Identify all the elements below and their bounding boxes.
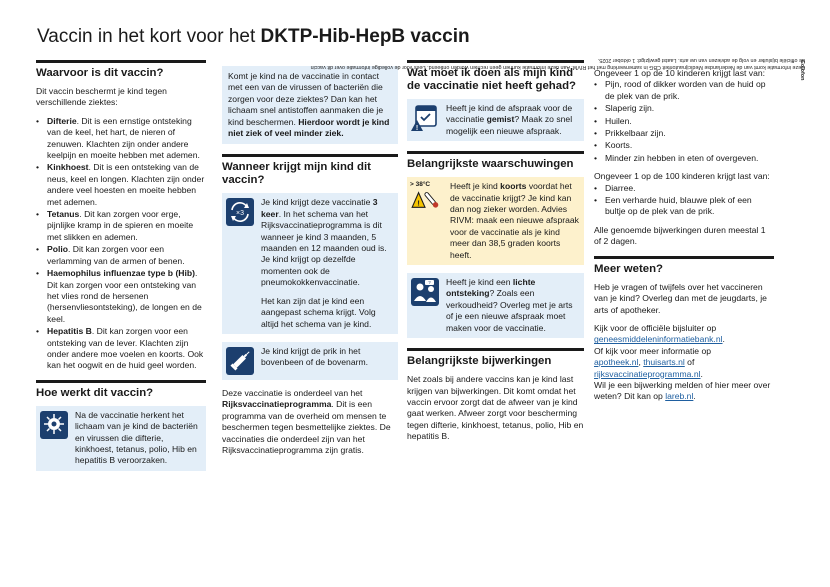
schema-box: ×3 Je kind krijgt deze vaccinatie 3 keer. In het schema van het Rijksvaccinatieprogramma is dit wanneer je kind 3 maanden, 5 maanden en 12 maanden oud is. Je kind krijgt op dezelfde momenten ook de pneumokokkenvaccinatie. Het kan zijn dat je kind een aangepast schema krijgt. Volg altijd het schema van je kind. bbox=[222, 193, 398, 333]
list-item: • Haemophilus influenzae type b (Hib). Dit kan zorgen voor een ontsteking van het vlies rond de hersenen (hersenvliesontsteking), de longen en de keel. bbox=[36, 268, 206, 325]
list-item: • Polio. Dit kan zorgen voor een verlamming van de armen of benen. bbox=[36, 244, 206, 267]
thermometer-warning-icon: > 38°C ! bbox=[410, 181, 444, 211]
heading-hoe: Hoe werkt dit vaccin? bbox=[36, 386, 154, 399]
svg-text:!: ! bbox=[417, 198, 420, 208]
section-waarvoor bbox=[36, 60, 206, 372]
section-gemist bbox=[407, 60, 584, 141]
svg-text:×3: ×3 bbox=[236, 210, 244, 218]
side-effects-100 bbox=[594, 183, 774, 218]
column-4: Ongeveer 1 op de 10 kinderen krijgt last van: • Pijn, rood of dikker worden van de huid op de plek van de prik. • Slaperig zijn. • Huilen. • Prikkelbaar zijn. • Koorts. • Minder zin hebben in eten of overgeven. Ongeveer 1 op de 100 kinderen krijgt last van: • Diarree. • Een verharde huid, blauwe plek of een bultje op de plek van de prik. Alle genoemde bijwerkingen duren meestal 1 of 2 dagen. Meer weten? Heb je vragen of twijfels over het vaccineren van je kind? Overleg dan met de jeugdarts, je arts of apotheker. Kijk voor de officiële bijsluiter op geneesmiddeleninformatiebank.nl. Of kijk voor meer informatie op apotheek.nl, thuisarts.nl of rijksvaccinatieprogramma.nl. Wil je een bijwerking melden of hier meer over weten? Dit kan op lareb.nl. bbox=[594, 68, 774, 410]
hoe-box: Na de vaccinatie herkent het lichaam van je kind de bacteriën en virussen die difterie, kinkhoest, tetanus, polio, Hib en hepatitis B veroorzaken. bbox=[36, 406, 206, 471]
list-item: • Pijn, rood of dikker worden van de huid op de plek van de prik. bbox=[594, 79, 774, 102]
svg-text:!: ! bbox=[415, 125, 419, 132]
ontsteking-box: ? Heeft je kind een lichte ontsteking? Zoals een verkoudheid? Overleg met je arts of je een nieuwe afspraak moet maken voor de vaccinatie. bbox=[407, 273, 584, 338]
list-item: • Difterie. Dit is een ernstige ontsteking van de keel, het hart, de nieren of zenuwen. Klachten zijn onder andere keelpijn en moeite hebben met ademen. bbox=[36, 116, 206, 162]
heading-waarschuwingen: Belangrijkste waarschuwingen bbox=[407, 158, 574, 171]
link-thuisarts[interactable]: thuisarts.nl bbox=[643, 357, 685, 368]
koorts-box: > 38°C ! Heeft je kind koorts voordat het de vaccinatie krijgt? Je kind kan dan nog zieker worden. Advies RIVM: maak een nieuwe afspraak voor de vaccinatie als je kind meer dan 38,5 graden koorts heeft. bbox=[407, 177, 584, 265]
svg-text:?: ? bbox=[428, 280, 431, 286]
list-item: • Slaperig zijn. bbox=[594, 103, 774, 114]
heading-waarvoor: Waarvoor is dit vaccin? bbox=[36, 67, 164, 79]
bescherming-box: Komt je kind na de vaccinatie in contact met een van de virussen of bacteriën die zorgen voor deze ziektes? Dan kan het lichaam snel antistoffen aanmaken die je kind beschermen. Hierdoor wordt je kind niet ziek of veel minder ziek. bbox=[222, 66, 398, 144]
section-wanneer bbox=[222, 154, 398, 456]
intro-text: Dit vaccin beschermt je kind tegen verschillende ziektes: bbox=[36, 86, 167, 108]
list-item: • Een verharde huid, blauwe plek of een bultje op de plek van de prik. bbox=[594, 195, 774, 218]
section-meer-weten: Meer weten? Heb je vragen of twijfels over het vaccineren van je kind? Overleg dan met de jeugdarts, je arts of apotheker. Kijk voor de officiële bijsluiter op geneesmiddeleninformatiebank.nl. Of kijk voor meer informatie op apotheek.nl, thuisarts.nl of rijksvaccinatieprogramma.nl. Wil je een bijwerking melden of hier meer over weten? Dit kan op lareb.nl. bbox=[594, 256, 774, 403]
list-item: • Prikkelbaar zijn. bbox=[594, 128, 774, 139]
disease-list bbox=[36, 116, 206, 372]
doctor-consult-icon bbox=[410, 277, 440, 307]
gemist-box: ! Heeft je kind de afspraak voor de vaccinatie gemist? Maak zo snel mogelijk een nieuwe afspraak. bbox=[407, 99, 584, 141]
link-lareb[interactable]: lareb.nl bbox=[665, 391, 694, 402]
link-rijksvaccinatieprogramma[interactable]: rijksvaccinatieprogramma.nl bbox=[594, 368, 701, 379]
list-item: • Minder zin hebben in eten of overgeven. bbox=[594, 153, 774, 164]
calendar-warning-icon bbox=[410, 103, 440, 133]
rvp-text: Deze vaccinatie is onderdeel van het Rijksvaccinatieprogramma. Dit is een programma van de overheid om mensen te beschermen tegen besmettelijke ziektes. De vaccinaties die onderdeel zijn van het Rijksvaccinatieprogramma zijn gratis. bbox=[222, 387, 391, 455]
link-geneesmiddeleninformatiebank[interactable]: geneesmiddeleninformatiebank.nl bbox=[594, 334, 723, 345]
heading-bijwerkingen: Belangrijkste bijwerkingen bbox=[407, 355, 552, 368]
page-title: Vaccin in het kort voor het DKTP-Hib-HepB vaccin bbox=[37, 26, 470, 47]
section-bijwerkingen: Belangrijkste bijwerkingen Net zoals bij andere vaccins kan je kind last krijgen van bijwerkingen. Dit komt omdat het vaccin ervoor zorgt dat de afweer van je kind gaat werken. Afweer zorgt voor bescherming tegen difterie, kinkhoest, tetanus, polio, Hib en hepatitis B. bbox=[407, 348, 584, 442]
heading-gemist: Wat moet ik doen als mijn kind de vaccinatie niet heeft gehad? bbox=[407, 67, 577, 92]
column-2 bbox=[222, 66, 398, 463]
link-apotheek[interactable]: apotheek.nl bbox=[594, 357, 639, 368]
repeat-3x-icon bbox=[225, 197, 255, 227]
list-item: • Huilen. bbox=[594, 116, 774, 127]
section-hoe bbox=[36, 380, 206, 471]
list-item: • Diarree. bbox=[594, 183, 774, 194]
list-item: • Koorts. bbox=[594, 140, 774, 151]
section-waarschuwingen bbox=[407, 151, 584, 338]
virus-shield-icon bbox=[39, 410, 69, 440]
column-1 bbox=[36, 60, 206, 471]
list-item: • Tetanus. Dit kan zorgen voor erge, pijnlijke kramp in de spieren en moeite met slikken en ademen. bbox=[36, 209, 206, 243]
side-effects-10 bbox=[594, 79, 774, 164]
heading-meer-weten: Meer weten? bbox=[594, 262, 663, 275]
column-3 bbox=[407, 60, 584, 450]
list-item: • Kinkhoest. Dit is een ontsteking van de neus, keel en longen. Klachten zijn onder andere veel hoesten en moeite hebben met ademen. bbox=[36, 162, 206, 208]
colofon: Colofon Deze informatie komt van de Nederlandse Medicijnautoriteit CBG in samenwerking met het RIVM. Aan deze informatie kunnen geen rechten worden ontleend. Lees voor de volledige informatie over dit vaccin de officiële bijsluiter en volg de adviezen van uw arts. Laatst gewijzigd: 1 oktober 2025. bbox=[310, 57, 805, 81]
heading-wanneer: Wanneer krijgt mijn kind dit vaccin? bbox=[222, 161, 371, 187]
syringe-icon bbox=[225, 346, 255, 376]
list-item: • Hepatitis B. Dit kan zorgen voor een ontsteking van de lever. Klachten zijn onder andere moe voelen en koorts. Ook kan het oogwit en de huid geel worden. bbox=[36, 326, 206, 372]
prik-box: Je kind krijgt de prik in het bovenbeen of de bovenarm. bbox=[222, 342, 398, 380]
